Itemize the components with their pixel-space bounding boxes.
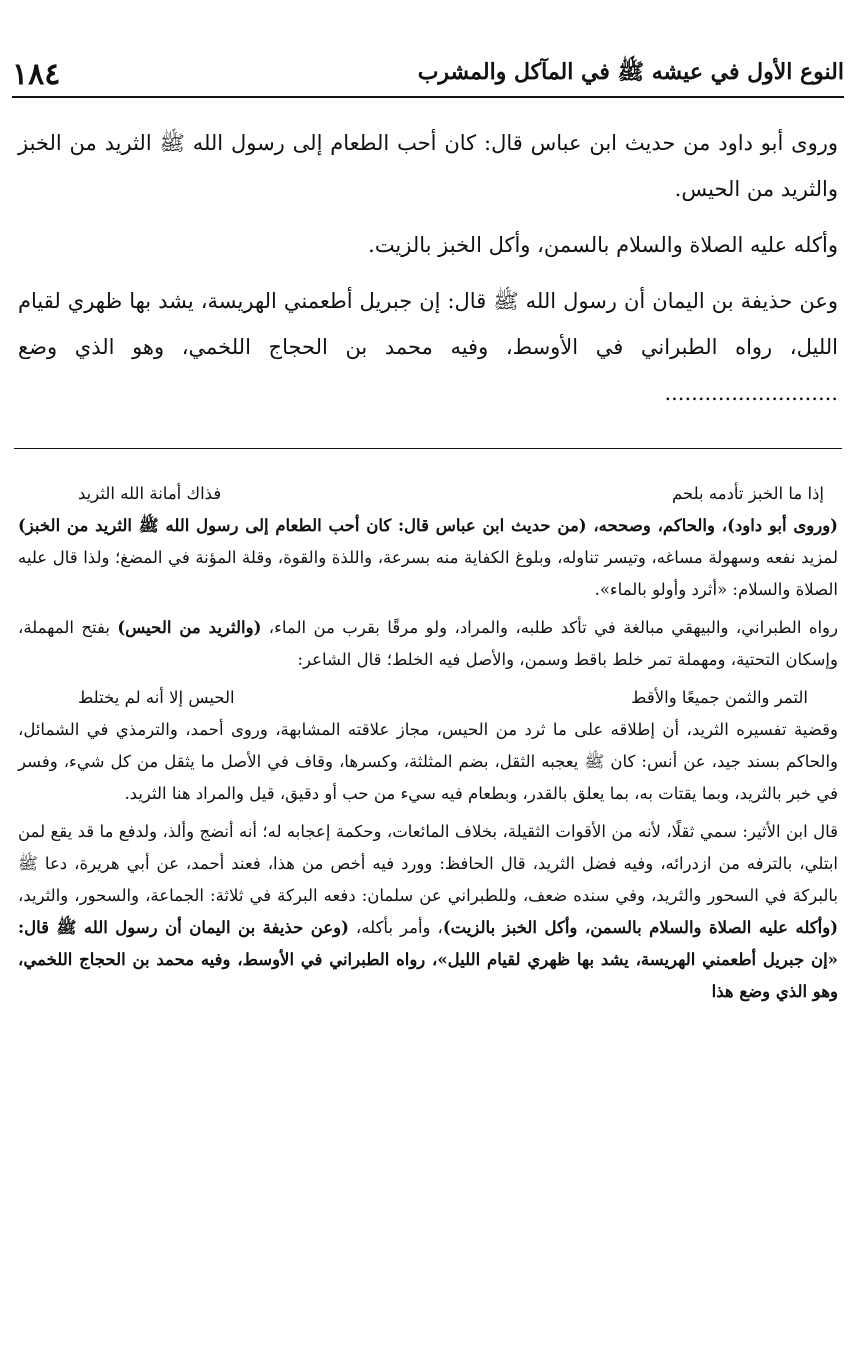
commentary-text-span: قال ابن الأثير: سمي ثقلًا، لأنه من الأقوات الثقيلة، بخلاف المائعات، وحكمة إعجابه له؛ أنه أنضج وألذ، ولدفع ما قد يقع لمن ابتلي، بالترفه من ازدرائه، وفيه فضل الثريد، قال الحافظ: وورد فيه أخص من هذا، فعند أحمد، عن أبي هريرة، دعا ﷺ بالبركة في السحور والثريد، وفي سنده ضعف، وللطبراني عن سلمان: دفعه البركة في ثلاثة: الجماعة، والسحور، والثريد، bbox=[18, 822, 838, 905]
commentary-text-span: ، وأمر بأكله، bbox=[348, 918, 443, 937]
main-text bbox=[18, 120, 838, 426]
commentary-paragraph-1 bbox=[18, 510, 838, 606]
quoted-text: (وأكله عليه الصلاة والسلام بالسمن، وأكل الخبز بالزيت) bbox=[442, 918, 839, 937]
main-paragraph-3: وعن حذيفة بن اليمان أن رسول الله ﷺ قال: إن جبريل أطعمني الهريسة، يشد بها ظهري لقيام الليل، رواه الطبراني في الأوسط، وفيه محمد بن الحجاج اللخمي، وهو الذي وضع .......................... bbox=[18, 289, 838, 405]
verse-2-second-hemistich: الحيس إلا أنه لم يختلط bbox=[78, 688, 235, 707]
running-title: النوع الأول في عيشه ﷺ في المآكل والمشرب bbox=[417, 59, 844, 85]
verse-2 bbox=[18, 682, 838, 714]
commentary-text-span: بفتح المهملة، وإسكان التحتية، ومهملة تمر خلط باقط وسمن، والأصل فيه الخلط؛ قال الشاعر: bbox=[18, 618, 838, 669]
commentary-text-span: لمزيد نفعه وسهولة مساغه، وتيسر تناوله، وبلوغ الكفاية منه بسرعة، واللذة والقوة، وقلة المؤنة في المضغ؛ ولذا قال عليه الصلاة والسلام: «أثرد وأولو بالماء». bbox=[18, 548, 838, 599]
quoted-text: (والثريد من الحيس) bbox=[117, 618, 262, 637]
commentary-paragraph-3: وقضية تفسيره الثريد، أن إطلاقه على ما ثرد من الحيس، مجاز علاقته المشابهة، وروى أحمد، والترمذي في الشمائل، والحاكم بسند جيد، عن أنس: كان ﷺ يعجبه الثقل، بضم المثلثة، وكسرها، وقاف في الأصل ما يثقل من كل شيء، وفسر في خبر بالثريد، وبما يقتات به، بما يعلق بالقدر، وبطعام فيه سيء من حب أو دقيق، قيل والمراد هنا الثريد. bbox=[18, 720, 838, 803]
verse-2-first-hemistich: التمر والثمن جميعًا والأقط bbox=[631, 688, 808, 707]
main-paragraph-2: وأكله عليه الصلاة والسلام بالسمن، وأكل الخبز بالزيت. bbox=[368, 233, 838, 257]
verse-1-second-hemistich: فذاك أمانة الله الثريد bbox=[78, 484, 222, 503]
page-number: ١٨٤ bbox=[12, 56, 61, 92]
commentary-paragraph-2 bbox=[18, 612, 838, 676]
quoted-text: (من حديث ابن عباس قال: كان أحب الطعام إلى رسول الله ﷺ الثريد من الخبز) bbox=[18, 516, 587, 535]
verse-1 bbox=[18, 478, 838, 510]
page-header bbox=[12, 52, 844, 98]
verse-1-first-hemistich: إذا ما الخبز تأدمه بلحم bbox=[671, 484, 824, 503]
commentary-paragraph-4 bbox=[18, 816, 838, 1008]
footnote-divider bbox=[14, 448, 842, 449]
main-paragraph-1: وروى أبو داود من حديث ابن عباس قال: كان أحب الطعام إلى رسول الله ﷺ الثريد من الخبز والثريد من الحيس. bbox=[18, 131, 838, 201]
commentary-text-span: رواه الطبراني، والبيهقي مبالغة في تأكد طلبه، والمراد، ولو مرقًا بقرب من الماء، bbox=[261, 618, 838, 637]
quoted-text: (وروى أبو داود)، والحاكم، وصححه، bbox=[586, 516, 838, 535]
quoted-text: (وعن حذيفة بن اليمان أن رسول الله ﷺ قال: «إن جبريل أطعمني الهريسة، يشد بها ظهري لقيام الليل»، رواه الطبراني في الأوسط، وفيه محمد بن الحجاج اللخمي، وهو الذي وضع هذا bbox=[18, 918, 838, 1001]
commentary-text bbox=[18, 478, 838, 1014]
